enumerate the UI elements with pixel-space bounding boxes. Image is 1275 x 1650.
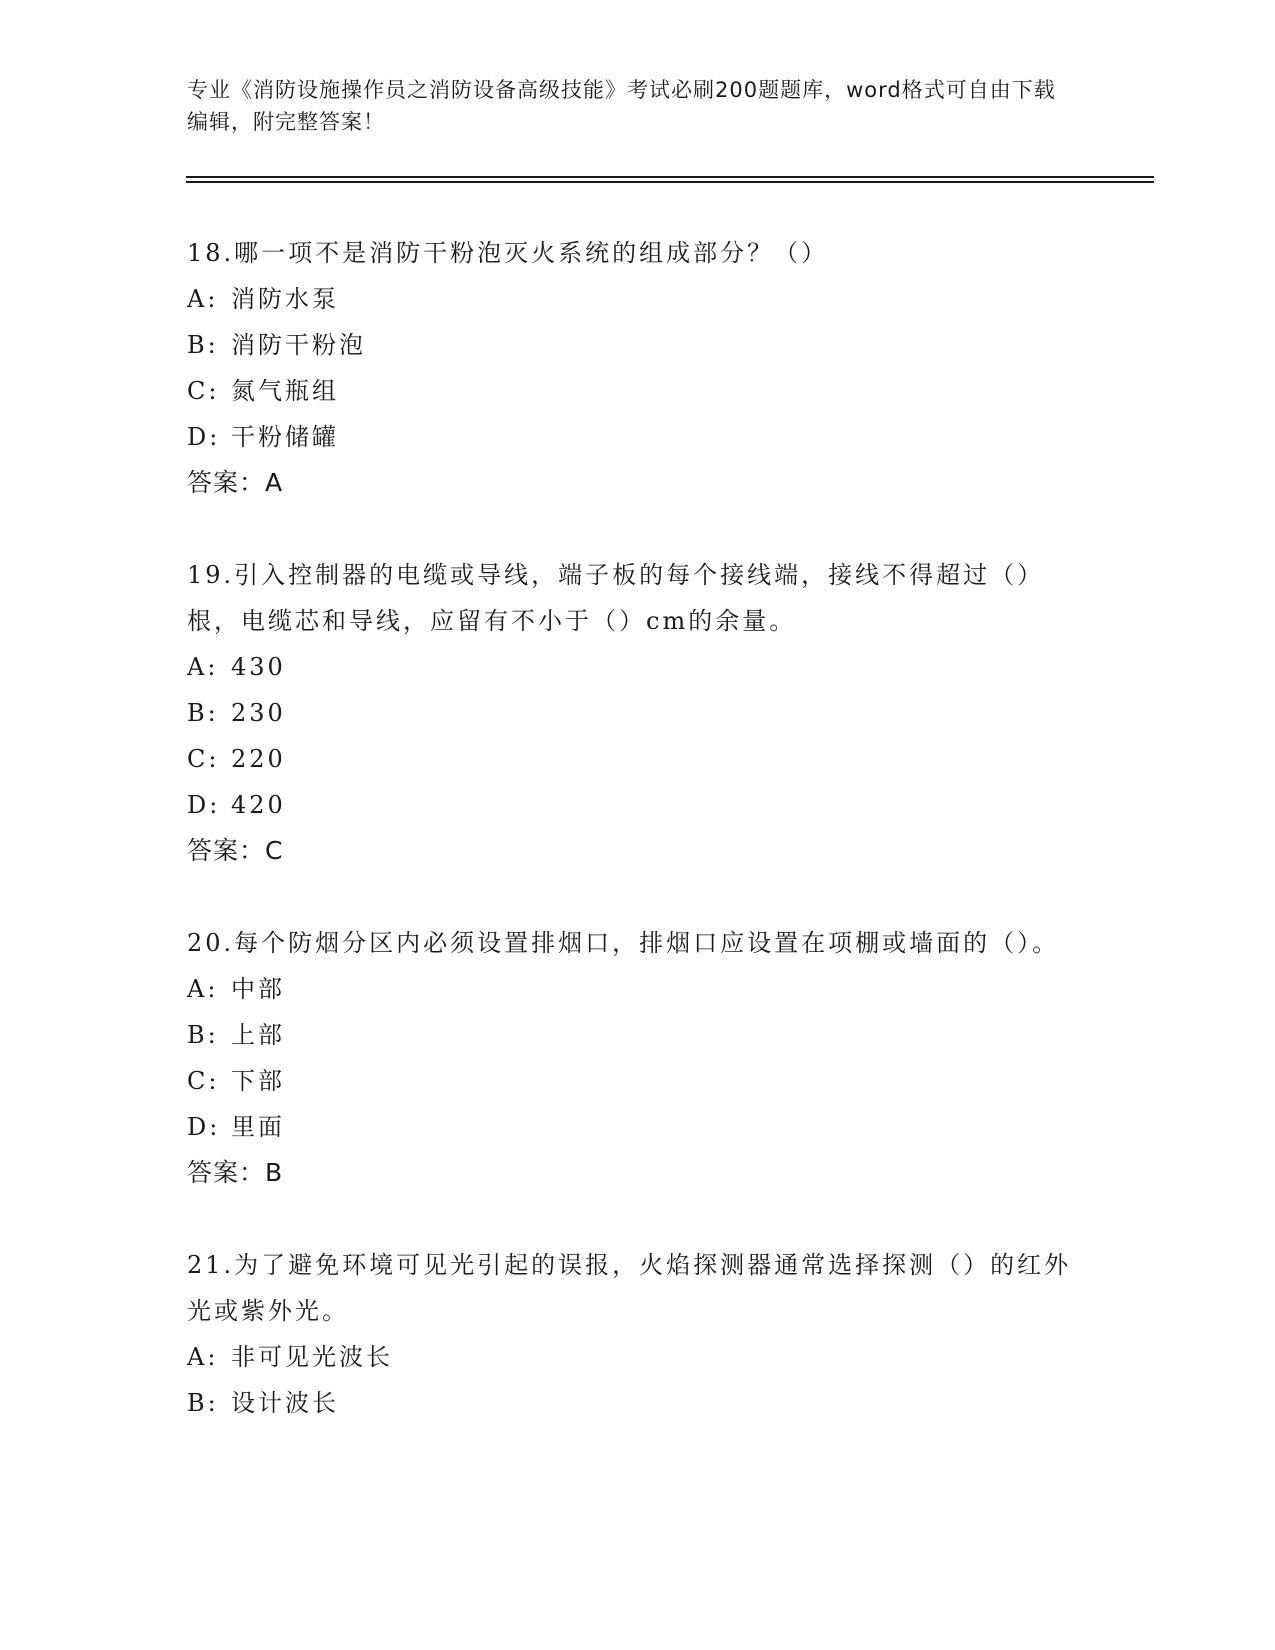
option-letter: D: xyxy=(187,423,221,451)
option-d xyxy=(187,782,1087,828)
option-d xyxy=(187,414,1087,460)
question-list xyxy=(187,230,1087,1472)
option-a xyxy=(187,966,1087,1012)
question-19 xyxy=(187,552,1087,874)
option-letter: D: xyxy=(187,1113,221,1141)
header-divider-bottom xyxy=(186,181,1154,183)
question-20 xyxy=(187,920,1087,1196)
option-c xyxy=(187,736,1087,782)
question-text: 18.哪一项不是消防干粉泡灭火系统的组成部分？（） xyxy=(187,239,829,267)
option-text: 非可见光波长 xyxy=(231,1343,393,1371)
header-text: 专业《消防设施操作员之消防设备高级技能》考试必刷200题题库，word格式可自由下载编辑，附完整答案！ xyxy=(187,78,1056,134)
option-letter: B: xyxy=(187,1389,219,1417)
question-text: 19.引入控制器的电缆或导线，端子板的每个接线端，接线不得超过（）根，电缆芯和导线，应留有不小于（）cm的余量。 xyxy=(187,561,1045,635)
option-text: 消防干粉泡 xyxy=(231,331,366,359)
option-letter: B: xyxy=(187,699,219,727)
option-b xyxy=(187,1012,1087,1058)
header-divider-top xyxy=(186,176,1154,178)
option-a xyxy=(187,276,1087,322)
option-letter: B: xyxy=(187,1021,219,1049)
answer-line: 答案：B xyxy=(187,1158,284,1187)
option-text: 中部 xyxy=(231,975,285,1003)
answer-line: 答案：C xyxy=(187,836,284,865)
question-text: 21.为了避免环境可见光引起的误报，火焰探测器通常选择探测（）的红外光或紫外光。 xyxy=(187,1251,1072,1325)
option-letter: C: xyxy=(187,1067,220,1095)
option-text: 氮气瓶组 xyxy=(231,377,339,405)
option-text: 220 xyxy=(231,745,286,773)
option-c xyxy=(187,368,1087,414)
option-letter: D: xyxy=(187,791,221,819)
answer-line: 答案：A xyxy=(187,468,284,497)
option-d xyxy=(187,1104,1087,1150)
document-header xyxy=(187,74,1067,138)
option-a xyxy=(187,1334,1087,1380)
option-letter: A: xyxy=(187,653,219,681)
option-letter: C: xyxy=(187,745,220,773)
option-text: 设计波长 xyxy=(231,1389,339,1417)
option-text: 上部 xyxy=(231,1021,285,1049)
question-21 xyxy=(187,1242,1087,1426)
option-text: 下部 xyxy=(231,1067,285,1095)
option-letter: A: xyxy=(187,1343,219,1371)
option-text: 430 xyxy=(231,653,286,681)
option-b xyxy=(187,1380,1087,1426)
option-a xyxy=(187,644,1087,690)
option-b xyxy=(187,690,1087,736)
question-18 xyxy=(187,230,1087,506)
question-text: 20.每个防烟分区内必须设置排烟口，排烟口应设置在项棚或墙面的（）。 xyxy=(187,929,1060,957)
option-text: 消防水泵 xyxy=(231,285,339,313)
option-text: 230 xyxy=(231,699,286,727)
option-text: 干粉储罐 xyxy=(231,423,339,451)
option-letter: A: xyxy=(187,975,219,1003)
option-letter: C: xyxy=(187,377,220,405)
option-letter: B: xyxy=(187,331,219,359)
option-letter: A: xyxy=(187,285,219,313)
option-b xyxy=(187,322,1087,368)
option-text: 420 xyxy=(231,791,286,819)
option-c xyxy=(187,1058,1087,1104)
option-text: 里面 xyxy=(231,1113,285,1141)
